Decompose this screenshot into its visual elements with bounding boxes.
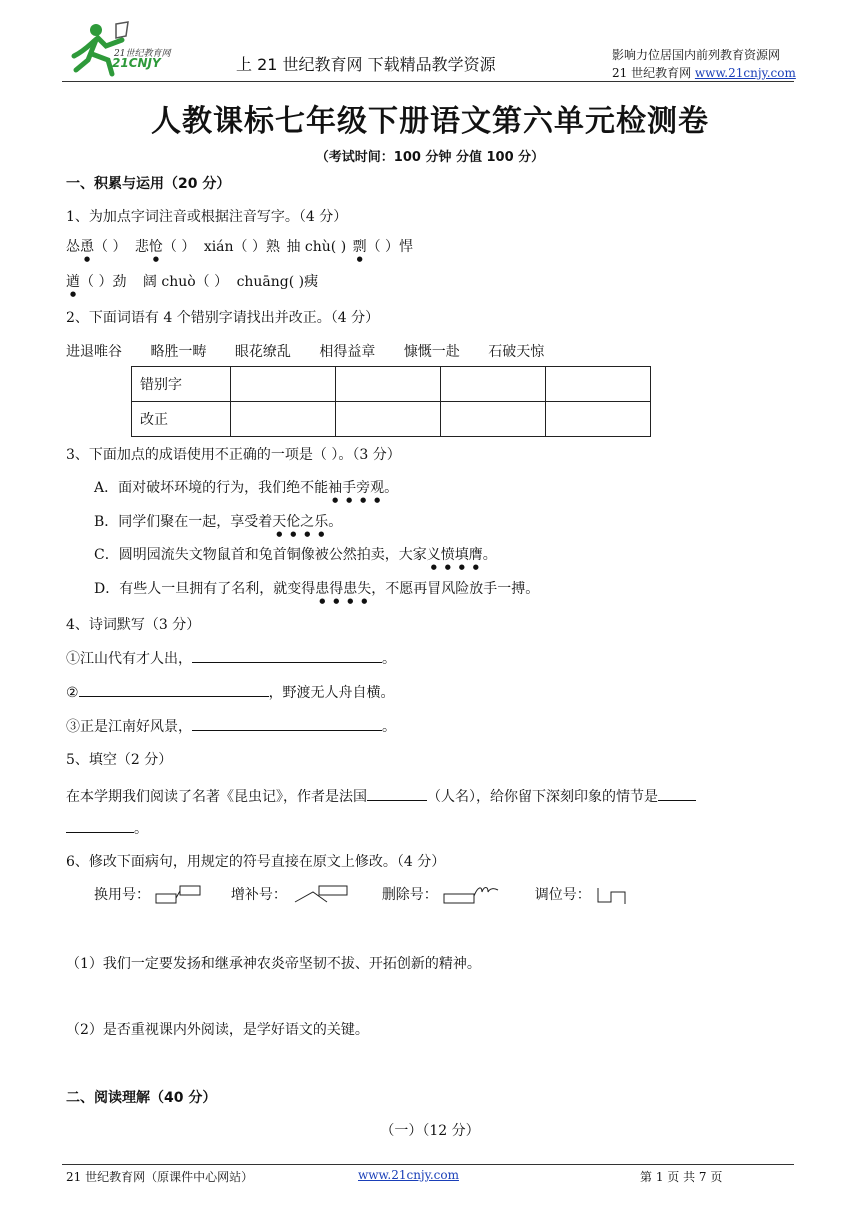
symbol-label: 换用号： (94, 887, 150, 903)
reading-part1-heading: （一）（12 分） (380, 1123, 480, 1139)
plot-blank-cont[interactable] (66, 818, 134, 833)
footer-rule (62, 1164, 794, 1165)
replace-mark-icon (154, 884, 204, 906)
logo-text-bottom: 21CNJY (112, 56, 161, 70)
q1-row1 (66, 236, 413, 263)
q4-line2 (66, 682, 395, 702)
dotted-char: 遒 (66, 274, 80, 290)
dotted-idiom: 天伦之乐 (272, 514, 329, 530)
fill-blank[interactable] (79, 682, 269, 697)
table-label: 改正 (132, 402, 231, 437)
word: 慷慨一赴 (403, 344, 460, 360)
q5-text (66, 786, 696, 806)
section2-heading: 二、阅读理解（40 分） (66, 1090, 217, 1106)
q3-prompt: 3、下面加点的成语使用不正确的一项是（ ）。（3 分） (66, 447, 401, 463)
q2-prompt: 2、下面词语有 4 个错别字请找出并改正。（4 分） (66, 310, 380, 326)
fill-blank[interactable] (192, 648, 382, 663)
footer-left: 21 世纪教育网（原课件中心网站） (66, 1170, 254, 1184)
table-label: 错别字 (132, 367, 231, 402)
q5-end: 。 (134, 821, 148, 837)
logo (66, 20, 176, 78)
author-blank[interactable] (367, 786, 427, 801)
option-text: D．有些人一旦拥有了名利，就变得 (94, 581, 316, 597)
dotted-char: 恿 (80, 239, 94, 255)
table-cell[interactable] (336, 367, 441, 402)
symbol-legend (94, 884, 631, 906)
swap-mark-icon (595, 884, 631, 906)
option-text: C．圆明园流失文物鼠首和兔首铜像被公然拍卖，大家 (94, 547, 427, 563)
page-title: 人教课标七年级下册语文第六单元检测卷 (151, 104, 709, 139)
dotted-idiom: 袖手旁观 (328, 480, 385, 496)
q1-item[interactable]: 阔 chuò（ ） (142, 274, 229, 290)
q6-prompt: 6、修改下面病句，用规定的符号直接在原文上修改。（4 分） (66, 854, 446, 870)
q6-sentence-1[interactable]: （1）我们一定要发扬和继承神农炎帝坚韧不拔、开拓创新的精神。 (66, 956, 481, 972)
table-row (132, 402, 651, 437)
insert-mark-icon (291, 884, 353, 906)
q1-item: 悲 (134, 239, 149, 255)
poem-text: ② (66, 685, 79, 701)
symbol-label: 调位号： (534, 887, 591, 903)
answer-blank[interactable]: （ ）劲 (80, 274, 127, 290)
dotted-char: 怆 (148, 239, 163, 255)
q1-row2 (66, 271, 318, 298)
answer-blank[interactable]: （ ） (94, 239, 127, 255)
q5-continue (66, 818, 148, 838)
table-cell[interactable] (441, 367, 546, 402)
correction-table (131, 366, 651, 437)
q4-line1 (66, 648, 396, 668)
q3-option-a[interactable] (94, 477, 398, 504)
q1-prompt: 1、为加点字词注音或根据注音写字。（4 分） (66, 209, 348, 225)
q1-item[interactable]: chuāng( )痍 (236, 274, 319, 290)
word: 石破天惊 (488, 344, 545, 360)
dotted-idiom: 义愤填膺 (426, 547, 483, 563)
option-text: ，不愿再冒风险放手一搏。 (371, 581, 540, 597)
poem-text: ③正是江南好风景， (66, 719, 192, 735)
answer-blank[interactable]: （ ）悍 (366, 239, 414, 255)
q5-text-a: 在本学期我们阅读了名著《昆虫记》，作者是法国 (66, 789, 367, 805)
poem-text: 。 (382, 719, 396, 735)
q3-option-d[interactable] (94, 578, 539, 605)
q5-prompt: 5、填空（2 分） (66, 752, 173, 768)
header-rule (62, 81, 794, 82)
dotted-idiom: 患得患失 (315, 581, 372, 597)
q4-line3 (66, 716, 396, 736)
page-number: 第 1 页 共 7 页 (640, 1170, 723, 1184)
dotted-char: 剽 (352, 239, 367, 255)
q3-option-b[interactable] (94, 511, 342, 538)
header-slogan: 上 21 世纪教育网 下载精品教学资源 (236, 55, 496, 74)
header-right-line1: 影响力位居国内前列教育资源网 (612, 48, 781, 62)
option-text: B．同学们聚在一起，享受着 (94, 514, 273, 530)
poem-text: ，野渡无人舟自横。 (268, 685, 395, 701)
answer-blank[interactable]: （ ） (162, 239, 196, 255)
table-cell[interactable] (546, 367, 651, 402)
header-site-link[interactable]: www.21cnjy.com (694, 66, 796, 80)
q4-prompt: 4、诗词默写（3 分） (66, 617, 201, 633)
symbol-label: 增补号： (230, 887, 287, 903)
word: 相得益章 (319, 344, 376, 360)
q1-item: 怂 (66, 239, 80, 255)
option-text: 。 (384, 480, 399, 496)
table-cell[interactable] (231, 367, 336, 402)
word: 略胜一畴 (150, 344, 207, 360)
option-text: A．面对破坏环境的行为，我们绝不能 (94, 480, 329, 496)
q3-option-c[interactable] (94, 544, 497, 571)
q1-item[interactable]: xián（ ）熟 (203, 239, 280, 255)
option-text: 。 (482, 547, 497, 563)
q5-text-b: （人名），给你留下深刻印象的情节是 (427, 789, 658, 805)
fill-blank[interactable] (192, 716, 382, 731)
table-cell[interactable] (231, 402, 336, 437)
table-cell[interactable] (546, 402, 651, 437)
table-cell[interactable] (441, 402, 546, 437)
logo-text-top: 21世纪教育网 (114, 49, 171, 59)
header-right-line2 (612, 64, 796, 81)
option-text: 。 (328, 514, 343, 530)
q6-sentence-2[interactable]: （2）是否重视课内外阅读，是学好语文的关键。 (66, 1022, 369, 1038)
table-cell[interactable] (336, 402, 441, 437)
q1-item[interactable]: 抽 chù( ) (286, 239, 347, 255)
table-row (132, 367, 651, 402)
poem-text: 。 (382, 651, 396, 667)
delete-mark-icon (442, 884, 504, 906)
section1-heading: 一、积累与运用（20 分） (66, 176, 231, 192)
footer-link[interactable]: www.21cnjy.com (358, 1168, 459, 1182)
word: 眼花缭乱 (234, 344, 291, 360)
poem-text: ①江山代有才人出， (66, 651, 192, 667)
word: 进退唯谷 (66, 344, 122, 360)
symbol-label: 删除号： (381, 887, 438, 903)
q2-words (66, 341, 544, 361)
exam-info: （考试时间：100 分钟 分值 100 分） (315, 150, 545, 165)
plot-blank[interactable] (658, 786, 696, 801)
header-site-name: 21 世纪教育网 (612, 66, 695, 80)
